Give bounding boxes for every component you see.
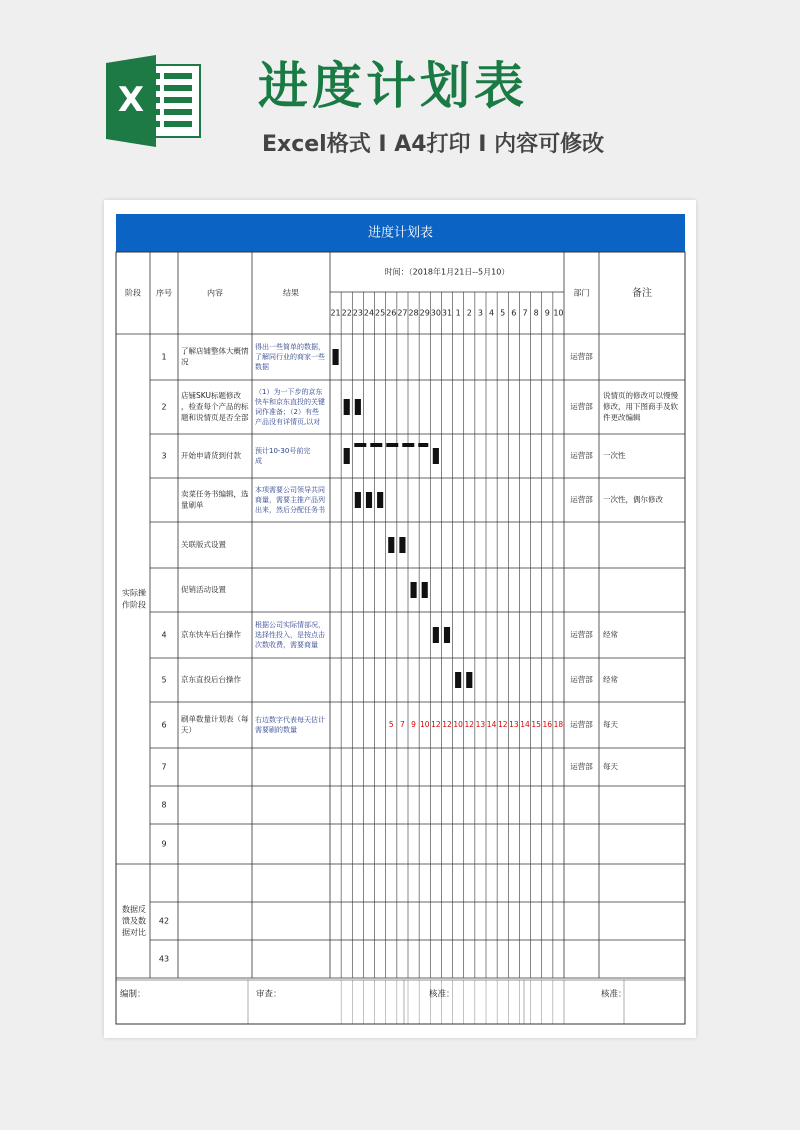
gantt-bar <box>377 492 383 508</box>
daily-count: 13 <box>509 720 519 729</box>
footer-reviewed: 审查： <box>256 989 282 1000</box>
row-result: 词作准备；（2）有些 <box>255 408 319 417</box>
row-dept: 运营部 <box>570 762 593 771</box>
row-content: ，检查每个产品的标 <box>181 402 249 411</box>
gantt-bar <box>466 672 472 688</box>
day-label: 29 <box>419 308 430 318</box>
daily-count: 14 <box>520 720 530 729</box>
day-label: 5 <box>500 308 506 318</box>
row-dept: 运营部 <box>570 675 593 684</box>
row-seq: 9 <box>161 839 167 849</box>
row-note: 每天 <box>603 720 618 729</box>
gantt-bar <box>455 672 461 688</box>
day-label: 22 <box>341 308 352 318</box>
gantt-bar <box>422 582 428 598</box>
daily-count: 16 <box>542 720 553 729</box>
row-seq: 1 <box>161 352 167 362</box>
daily-count: 10 <box>419 720 430 729</box>
gantt-bar <box>355 492 361 508</box>
daily-count: 18 <box>553 720 564 729</box>
row-result: 产品没有详情页,以对 <box>255 418 321 427</box>
row-result: （1）为一下步的京东 <box>255 387 323 396</box>
day-label: 4 <box>489 308 495 318</box>
daily-count: 12 <box>464 720 475 729</box>
footer-approved: 核准： <box>429 989 455 1000</box>
row-seq: 6 <box>161 720 167 730</box>
row-dept: 运营部 <box>570 451 593 460</box>
gantt-bar <box>388 537 394 553</box>
row-result: 右边数字代表每天估计 <box>255 715 325 724</box>
row-note: 件更改编辑 <box>603 412 641 422</box>
day-label: 24 <box>363 308 375 318</box>
row-result: 次数收费，需要商量 <box>255 641 318 650</box>
row-seq: 5 <box>161 675 167 685</box>
row-seq: 8 <box>161 800 167 810</box>
daily-count: 12 <box>497 720 508 729</box>
day-label: 27 <box>397 308 408 318</box>
stage-label: 数据反 <box>122 904 146 914</box>
row-content: 卖菜任务书编辑，选 <box>181 489 249 499</box>
day-label: 7 <box>522 308 528 318</box>
stage-label: 实际操 <box>122 588 146 598</box>
row-content: 了解店铺整体大概情 <box>181 346 249 356</box>
gantt-bar <box>333 349 339 365</box>
daily-count: 14 <box>486 720 497 729</box>
gantt-bar <box>355 399 361 415</box>
daily-count: 15 <box>531 720 541 729</box>
day-label: 3 <box>477 308 483 318</box>
header-result: 结果 <box>283 288 299 298</box>
row-result: 需要刷的数量 <box>255 726 297 735</box>
day-label: 10 <box>553 308 564 318</box>
row-content: 题和说情页是否全部 <box>181 412 249 422</box>
daily-count: 9 <box>411 720 416 729</box>
header-note: 备注 <box>632 288 652 299</box>
row-dept: 运营部 <box>570 630 593 639</box>
stage-label: 据对比 <box>122 928 146 938</box>
row-content: 天） <box>181 725 196 735</box>
row-result: 得出一些简单的数据， <box>255 342 325 351</box>
header-stage: 阶段 <box>125 288 141 298</box>
row-content: 刷单数量计划表（每 <box>181 714 249 724</box>
row-content: 开始申请货到付款 <box>181 451 241 460</box>
row-note: 经常 <box>603 675 618 684</box>
row-dept: 运营部 <box>570 720 593 729</box>
row-result: 快车和京东直投的关键 <box>255 397 325 406</box>
excel-icon <box>104 55 204 147</box>
day-label: 2 <box>466 308 472 318</box>
day-label: 6 <box>511 308 517 318</box>
gantt-bar <box>344 399 350 415</box>
row-note: 每天 <box>603 762 618 771</box>
row-content: 促销活动设置 <box>181 585 226 594</box>
row-content: 关联版式设置 <box>181 540 226 549</box>
row-seq: 7 <box>161 762 167 772</box>
day-label: 8 <box>533 308 539 318</box>
schedule-table <box>104 200 696 1038</box>
header-content: 内容 <box>207 288 223 298</box>
row-note: 说情页的修改可以慢慢 <box>603 391 678 401</box>
row-seq: 43 <box>158 954 170 964</box>
day-label: 23 <box>352 308 363 318</box>
gantt-bar <box>399 537 405 553</box>
row-result: 本项需要公司领导共同 <box>255 485 325 494</box>
banner <box>0 0 800 200</box>
row-result: 选择性投入，是按点击 <box>255 631 325 639</box>
gantt-bar <box>411 582 417 598</box>
row-result: 了解同行业的商家一些 <box>255 353 325 361</box>
row-dept: 运营部 <box>570 352 593 361</box>
row-result: 数据 <box>255 363 269 372</box>
gantt-bar <box>366 492 372 508</box>
row-result: 商量，需要主推产品列 <box>255 496 325 504</box>
daily-count: 10 <box>453 720 463 729</box>
row-result: 预计10-30号前完 <box>255 446 311 455</box>
row-note: 修改，用下图商手及软 <box>603 402 678 411</box>
logo-letter: X <box>117 80 145 120</box>
row-note: 一次性 <box>603 451 626 460</box>
header-time: 时间：（2018年1月21日--5月10） <box>384 267 510 277</box>
stage-label: 作阶段 <box>122 600 146 610</box>
day-label: 1 <box>455 308 461 318</box>
daily-count: 7 <box>400 720 405 729</box>
daily-count: 12 <box>431 720 441 729</box>
gantt-bar <box>433 448 439 464</box>
table-title: 进度计划表 <box>367 225 434 241</box>
row-content: 况 <box>181 357 189 367</box>
header-seq: 序号 <box>156 288 172 298</box>
day-label: 30 <box>430 308 441 318</box>
day-label: 25 <box>375 308 386 318</box>
day-label: 21 <box>330 308 341 318</box>
gantt-bar <box>344 448 350 464</box>
row-result: 根据公司实际情部况， <box>255 620 325 629</box>
row-dept: 运营部 <box>570 495 593 504</box>
row-content: 京东快车后台操作 <box>181 630 241 639</box>
row-note: 经常 <box>603 630 618 639</box>
row-seq: 42 <box>158 916 170 926</box>
daily-count: 13 <box>475 720 486 729</box>
gantt-bar <box>444 627 450 643</box>
row-content: 店铺SKU标题修改 <box>181 391 241 401</box>
row-content: 量刷单 <box>181 500 204 510</box>
row-note: 一次性，偶尔修改 <box>603 495 663 504</box>
stage-label: 馈及数 <box>122 916 146 926</box>
day-label: 31 <box>441 308 453 318</box>
daily-count: 12 <box>442 720 452 729</box>
row-content: 京东直投后台操作 <box>181 675 241 684</box>
row-result: 出来，然后分配任务书 <box>255 506 325 515</box>
daily-count: 5 <box>388 720 394 729</box>
header-dept: 部门 <box>573 288 590 298</box>
footer-prepared: 编制： <box>120 989 146 1000</box>
worksheet <box>104 200 696 1038</box>
gantt-bar <box>433 627 439 643</box>
day-label: 28 <box>408 308 419 318</box>
row-seq: 4 <box>161 630 167 640</box>
row-seq: 3 <box>161 451 167 461</box>
footer-approved: 核准： <box>601 989 627 1000</box>
page-subtitle: Excel格式 Ⅰ A4打印 Ⅰ 内容可修改 <box>262 132 605 157</box>
day-label: 26 <box>386 308 397 318</box>
day-label: 9 <box>544 308 550 318</box>
row-result: 成 <box>255 457 262 466</box>
row-seq: 2 <box>161 402 167 412</box>
row-dept: 运营部 <box>570 402 593 411</box>
page-title: 进度计划表 <box>258 57 528 115</box>
